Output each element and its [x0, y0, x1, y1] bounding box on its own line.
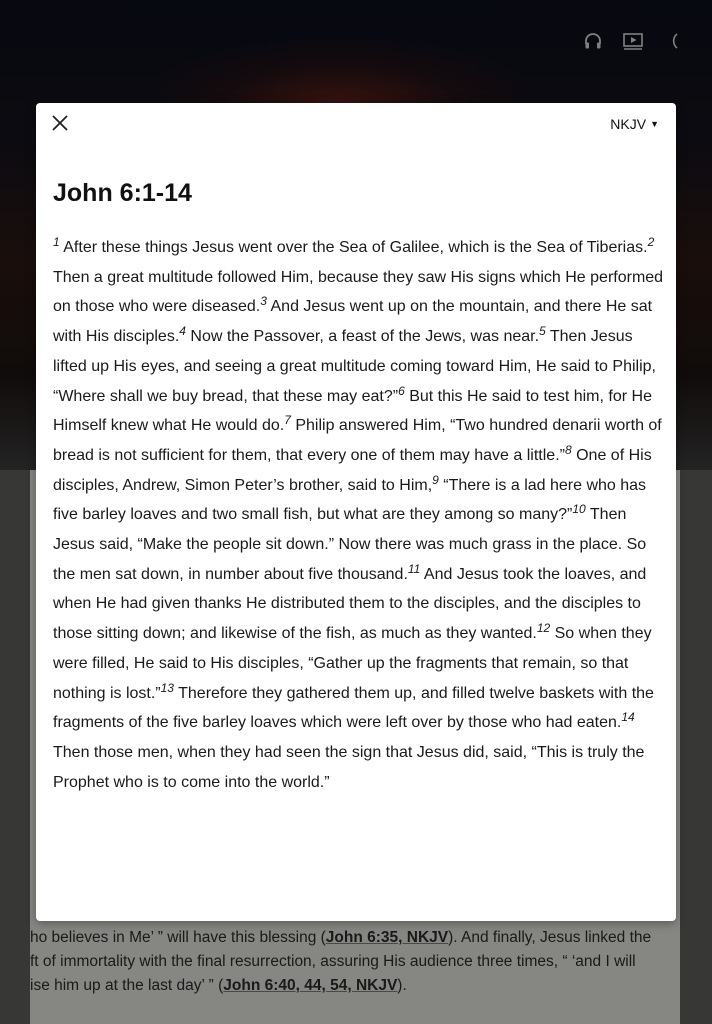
verse-number: 12	[536, 621, 551, 636]
caret-down-icon: ▼	[650, 118, 659, 129]
verse-text: Now the Passover, a feast of the Jews, was near.	[185, 328, 540, 346]
verse-text: So when they were filled, He said to His disciples, “Gather up the fragments that remain, so that nothing is lost.”	[53, 625, 652, 702]
verse-number: 2	[647, 235, 655, 249]
close-button[interactable]	[48, 113, 72, 137]
verse-text: Philip answered Him, “Two hundred denarii worth of bread is not sufficient for them, that every one of them may have a little.”	[53, 417, 662, 464]
verse-number: 8	[564, 442, 572, 457]
verse-number: 10	[572, 502, 586, 517]
verse-number: 14	[621, 710, 635, 725]
scripture-modal	[36, 103, 676, 921]
article-text: ). And finally, Jesus linked the	[448, 929, 652, 946]
verse-number: 6	[398, 383, 405, 398]
scripture-reference-link[interactable]: John 6:40, 44, 54, NKJV	[223, 977, 398, 994]
verse-number: 9	[432, 472, 439, 487]
verse-text: Then those men, when they had seen the sign that Jesus did, said, “This is truly the Prophet who is to come into the world.”	[53, 743, 645, 791]
verse-text: Then a great multitude followed Him, because they saw His signs which He performed on those who were diseased.	[53, 268, 664, 316]
article-text: ho believes in Me’ ” will have this blessing (	[30, 929, 326, 946]
article-text: ise him up at the last day’ ” (	[30, 977, 224, 994]
verse-number: 7	[284, 413, 291, 428]
version-selector[interactable]	[610, 116, 659, 132]
verse-number: 4	[179, 324, 186, 339]
verse-text: After these things Jesus went over the Sea of Galilee, which is the Sea of Tiberias.	[59, 239, 648, 256]
article-text: ).	[397, 977, 407, 994]
passage-text	[53, 233, 665, 797]
verse-text: And Jesus went up on the mountain, and there He sat with His disciples.	[53, 298, 653, 346]
passage-title: John 6:1-14	[53, 179, 192, 207]
version-label: NKJV	[610, 116, 647, 132]
verse-number: 11	[407, 561, 421, 576]
verse-text: One of His disciples, Andrew, Simon Peter’s brother, said to Him,	[53, 446, 652, 494]
scripture-reference-link[interactable]: John 6:35, NKJV	[325, 929, 449, 946]
verse-text: Then Jesus lifted up His eyes, and seeing a great multitude coming toward Him, He said to Philip, “Where shall we buy bread, that these may eat?”	[53, 328, 656, 405]
verse-text: “There is a lad here who has five barley loaves and two small fish, but what are they among so many?”	[53, 476, 647, 524]
verse-text: Then Jesus said, “Make the people sit down.” Now there was much grass in the place. So the men sat down, in number about five thousand.	[53, 506, 647, 583]
verse-number: 1	[53, 235, 60, 249]
verse-text: And Jesus took the loaves, and when He had given thanks He distributed them to the disciples, and the disciples to those sitting down; and likewise of the fish, as much as they wanted.	[53, 565, 647, 643]
verse-text: Therefore they gathered them up, and filled twelve baskets with the fragments of the five barley loaves which were left over by those who had eaten.	[53, 684, 654, 732]
verse-number: 13	[160, 680, 174, 695]
verse-number: 5	[539, 324, 546, 339]
verse-text: But this He said to test him, for He Himself knew what He would do.	[53, 387, 652, 435]
close-icon	[51, 114, 69, 137]
verse-number: 3	[260, 294, 267, 309]
article-text: ft of immortality with the final resurrection, assuring His audience three times, “ ‘and I will	[30, 953, 636, 970]
